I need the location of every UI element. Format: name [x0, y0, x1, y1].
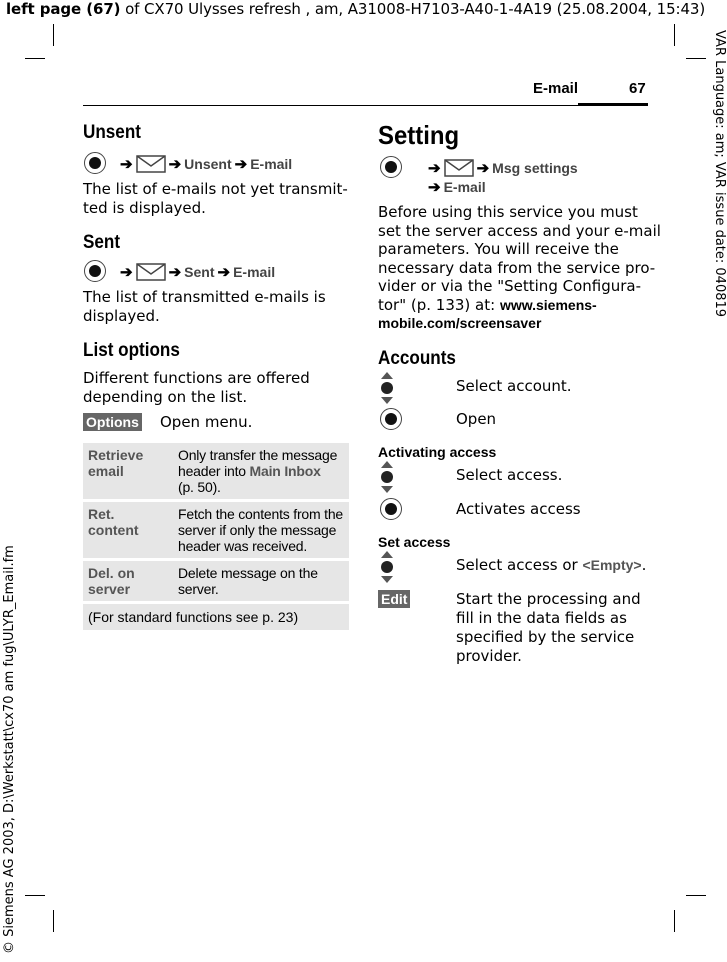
setting-text: Before using this service you must set the server access and your e-mail parameters. You will receive the necessary data from the service pro- vider or via the "Setting Configura- tor" (p. 133) at: www.siemens- mobile.com/screensaver [378, 203, 661, 331]
options-table [83, 440, 349, 633]
envelope-icon [444, 158, 474, 178]
option-desc: Only transfer the message header into Main Inbox (p. 50). [173, 443, 349, 499]
nav-key-icon [84, 152, 106, 174]
arrow-icon: ➔ [217, 264, 231, 281]
crop-mark [674, 910, 675, 932]
nav-path-setting [428, 158, 578, 178]
arrow-icon: ➔ [120, 264, 133, 281]
option-desc: Delete message on the server. [173, 561, 349, 601]
path-step: E-mail [443, 179, 486, 195]
options-softkey-desc: Open menu. [160, 413, 253, 431]
crop-mark [53, 24, 54, 46]
sent-text: The list of transmitted e-mails is displayed. [83, 288, 326, 325]
accounts-select-text: Select account. [456, 377, 572, 395]
heading-activating-access: Activating access [378, 444, 497, 460]
activating-select-text: Select access. [456, 466, 563, 484]
url-text: www.siemens- [499, 296, 597, 313]
accounts-open-text: Open [456, 410, 497, 428]
heading-list-options: List options [83, 340, 180, 361]
table-row [83, 443, 349, 499]
envelope-icon [136, 262, 166, 282]
header-rule-accent [578, 103, 648, 106]
activating-activate-text: Activates access [456, 500, 581, 518]
table-row [83, 561, 349, 601]
options-softkey: Options [83, 413, 142, 431]
header-rule [83, 105, 648, 106]
unsent-text: The list of e-mails not yet transmit- ted is displayed. [83, 180, 348, 217]
arrow-icon: ➔ [428, 160, 441, 177]
arrow-icon: ➔ [234, 156, 248, 173]
arrow-icon: ➔ [168, 264, 182, 281]
option-key: Del. on server [83, 561, 173, 601]
table-footer: (For standard functions see p. 23) [83, 604, 349, 630]
nav-key-icon [380, 498, 402, 520]
heading-unsent: Unsent [83, 122, 141, 143]
option-key: Ret. content [83, 502, 173, 558]
arrow-icon: ➔ [120, 156, 133, 173]
up-down-key-icon [380, 461, 394, 493]
heading-setting: Setting [378, 120, 460, 150]
nav-path-sent [120, 262, 275, 282]
path-step: Sent [184, 264, 215, 280]
arrow-icon: ➔ [476, 160, 490, 177]
crop-mark [25, 58, 45, 59]
heading-set-access: Set access [378, 534, 451, 550]
nav-path-setting-2 [428, 178, 486, 196]
list-options-text: Different functions are offered depending on the list. [83, 369, 310, 406]
arrow-icon: ➔ [428, 179, 441, 196]
nav-key-icon [380, 408, 402, 430]
option-desc: Fetch the contents from the server if only the message header was received. [173, 502, 349, 558]
table-row [83, 604, 349, 630]
crop-mark [686, 58, 706, 59]
path-step: E-mail [250, 156, 293, 172]
heading-sent: Sent [83, 232, 121, 253]
crop-mark [674, 24, 675, 46]
table-row [83, 502, 349, 558]
up-down-key-icon [380, 372, 394, 404]
nav-path-unsent [120, 154, 292, 174]
page-number: 67 [629, 80, 646, 97]
heading-accounts: Accounts [378, 348, 456, 369]
set-access-select-text: Select access or <Empty>. [456, 556, 647, 574]
url-text: mobile.com/screensaver [378, 315, 542, 331]
edit-description: Start the processing and fill in the data fields as specified by the service provider. [456, 590, 641, 665]
envelope-icon [136, 154, 166, 174]
arrow-icon: ➔ [168, 156, 182, 173]
path-step: Msg settings [492, 160, 578, 176]
nav-key-icon [84, 260, 106, 282]
edit-softkey: Edit [378, 590, 410, 608]
crop-mark [686, 895, 706, 896]
meta-line: left page (67) of CX70 Ulysses refresh , am, A31008-H7103-A40-1-4A19 (25.08.2004, 15:43) [6, 0, 706, 18]
running-head-title: E-mail [533, 80, 579, 97]
side-text-right: VAR Language: am; VAR issue date: 040819 [712, 30, 727, 318]
path-step: Unsent [184, 156, 232, 172]
crop-mark [25, 895, 45, 896]
option-key: Retrieve email [83, 443, 173, 499]
nav-key-icon [380, 156, 402, 178]
path-step: E-mail [233, 264, 276, 280]
crop-mark [53, 910, 54, 932]
up-down-key-icon [380, 551, 394, 583]
side-text-left: © Siemens AG 2003, D:\Werkstatt\cx70 am fug\ULYR_Email.fm [2, 545, 17, 954]
